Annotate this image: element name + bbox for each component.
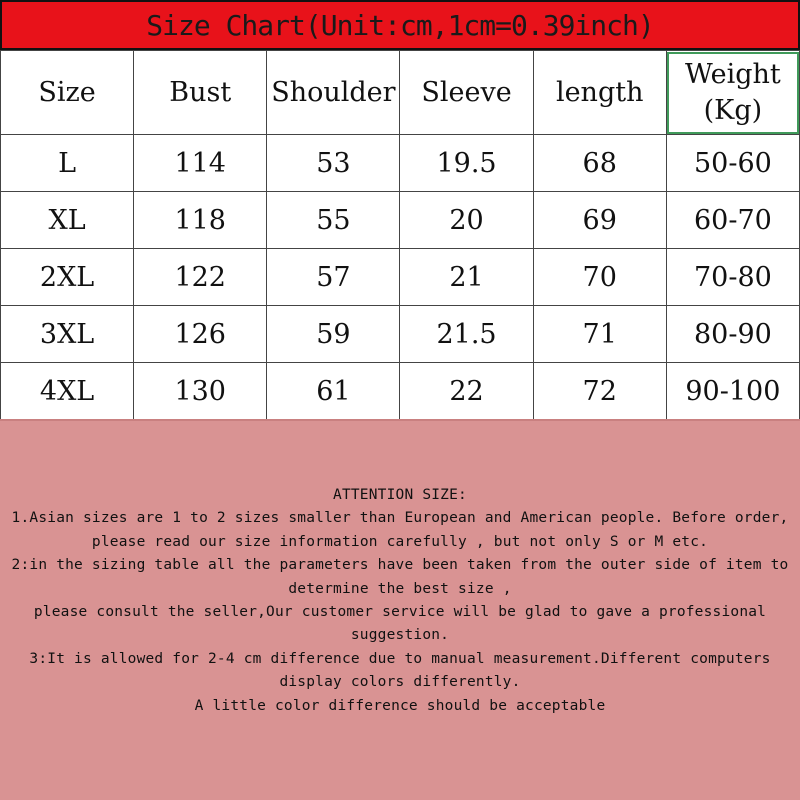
cell-sleeve: 21.5 [400,306,533,363]
cell-length: 72 [533,363,666,420]
header-shoulder: Shoulder [267,51,400,135]
header-length: length [533,51,666,135]
cell-sleeve: 20 [400,192,533,249]
notes-line: 2:in the sizing table all the parameters have been taken from the outer side of item to [11,557,789,574]
attention-notes-panel [0,419,800,800]
table-header-row [1,51,800,135]
header-sleeve: Sleeve [400,51,533,135]
size-table [0,50,800,420]
cell-size: XL [1,192,134,249]
cell-weight: 70-80 [666,249,799,306]
size-chart-title: Size Chart(Unit:cm,1cm=0.39inch) [146,8,654,42]
cell-shoulder: 59 [267,306,400,363]
cell-weight: 50-60 [666,135,799,192]
cell-bust: 130 [134,363,267,420]
size-chart-title-bar [0,0,800,50]
cell-sleeve: 21 [400,249,533,306]
cell-length: 69 [533,192,666,249]
cell-weight: 80-90 [666,306,799,363]
notes-line: A little color difference should be acceptable [194,697,606,714]
notes-heading: ATTENTION SIZE: [333,487,467,503]
header-size: Size [1,51,134,135]
cell-length: 70 [533,249,666,306]
header-bust: Bust [134,51,267,135]
cell-bust: 122 [134,249,267,306]
notes-line: please consult the seller,Our customer service will be glad to gave a professional [33,604,767,621]
table-row [1,135,800,192]
cell-weight: 90-100 [666,363,799,420]
cell-weight: 60-70 [666,192,799,249]
attention-notes-text [10,484,790,718]
cell-sleeve: 19.5 [400,135,533,192]
header-weight [666,51,799,135]
cell-length: 68 [533,135,666,192]
cell-bust: 114 [134,135,267,192]
table-row [1,363,800,420]
notes-line: determine the best size , [288,580,512,597]
notes-line: please read our size information carefully , but not only S or M etc. [91,533,709,550]
cell-bust: 118 [134,192,267,249]
cell-size: 2XL [1,249,134,306]
notes-line: 1.Asian sizes are 1 to 2 sizes smaller than European and American people. Before order, [11,510,789,527]
cell-shoulder: 53 [267,135,400,192]
table-row [1,249,800,306]
cell-shoulder: 61 [267,363,400,420]
notes-line: display colors differently. [279,674,521,691]
cell-length: 71 [533,306,666,363]
cell-size: 4XL [1,363,134,420]
cell-shoulder: 55 [267,192,400,249]
cell-shoulder: 57 [267,249,400,306]
cell-bust: 126 [134,306,267,363]
cell-size: L [1,135,134,192]
table-row [1,192,800,249]
cell-size: 3XL [1,306,134,363]
notes-line: 3:It is allowed for 2-4 cm difference due to manual measurement.Different computers [29,650,771,667]
table-row [1,306,800,363]
cell-sleeve: 22 [400,363,533,420]
header-weight-label: Weight [685,58,781,90]
header-weight-unit: (Kg) [703,94,763,126]
notes-line: suggestion. [350,627,450,644]
